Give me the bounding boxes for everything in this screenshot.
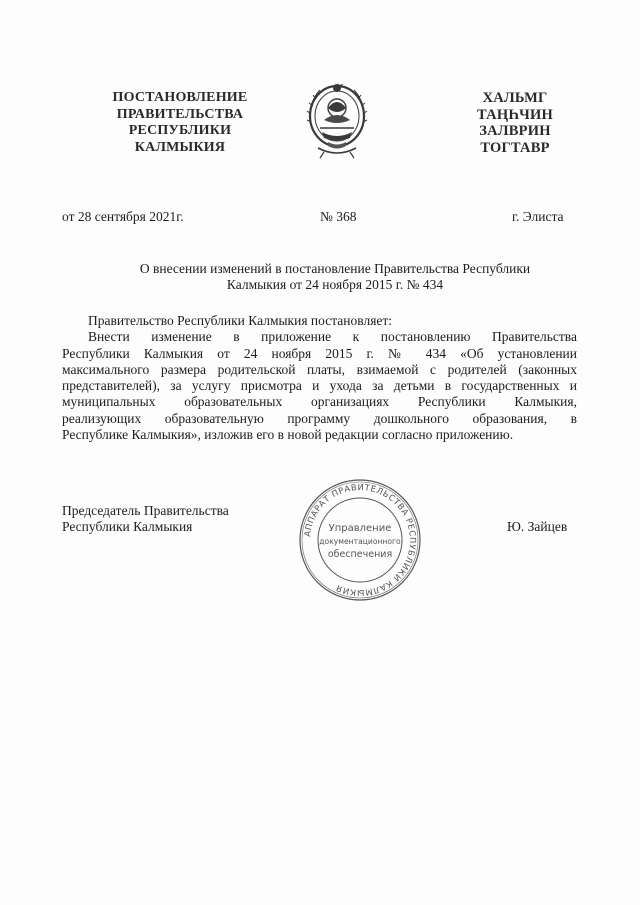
- stamp-center-line: Управление: [328, 523, 392, 534]
- republic-emblem-icon: [302, 76, 372, 160]
- stamp-ring-text: АППАРАТ ПРАВИТЕЛЬСТВА РЕСПУБЛИКИ КАЛМЫКИЯ: [302, 481, 419, 599]
- body-line: Внести изменение в приложение к постановлению Правительства: [88, 329, 577, 345]
- decree-body: [62, 313, 577, 443]
- body-line: Республики Калмыкия от 24 ноября 2015 г. № 434 «Об установлении: [62, 345, 577, 361]
- body-intro: Правительство Республики Калмыкия постановляет:: [88, 313, 393, 328]
- header-right-line: ЗАЛВРИН: [479, 123, 551, 139]
- header-left-line: ПОСТАНОВЛЕНИЕ: [112, 90, 248, 105]
- signatory-position-line: Республики Калмыкия: [62, 519, 193, 534]
- signatory-name: Ю. Зайцев: [507, 519, 568, 534]
- header-right-line: ТАҢҺЧИН: [477, 106, 553, 123]
- body-line: муниципальных образовательных организациях Республики Калмыкия,: [62, 394, 577, 410]
- header-left-line: ПРАВИТЕЛЬСТВА: [116, 106, 244, 122]
- official-stamp: [298, 478, 422, 602]
- decree-date: от 28 сентября 2021г.: [62, 209, 184, 224]
- signatory-position: [62, 503, 229, 535]
- body-line: представителей), за услугу присмотра и ухода за детьми в государственных и: [62, 378, 577, 394]
- header-right-kalmyk: [455, 90, 575, 156]
- body-line: Республике Калмыкия», изложив его в новой редакции согласно приложению.: [62, 427, 514, 443]
- decree-city: г. Элиста: [512, 209, 564, 224]
- header-left-line: КАЛМЫКИЯ: [134, 139, 226, 155]
- stamp-center-line: документационного: [319, 537, 401, 546]
- signatory-position-line: Председатель Правительства: [62, 503, 229, 518]
- header-right-line: ХАЛЬМГ: [482, 90, 548, 106]
- header-left-line: РЕСПУБЛИКИ: [128, 123, 232, 138]
- subject-line: О внесении изменений в постановление Правительства Республики: [139, 261, 531, 276]
- decree-subject: [95, 261, 575, 293]
- header-left-russian: [95, 90, 265, 156]
- decree-number: № 368: [320, 209, 357, 224]
- header-right-line: ТОГТАВР: [480, 139, 550, 156]
- body-line: реализующих образовательную программу дошкольного образования, в: [62, 410, 577, 426]
- body-line: максимального размера родительской платы, взимаемой с родителей (законных: [62, 361, 577, 377]
- subject-line: Калмыкия от 24 ноября 2015 г. № 434: [226, 277, 444, 292]
- stamp-center-line: обеспечения: [327, 549, 393, 560]
